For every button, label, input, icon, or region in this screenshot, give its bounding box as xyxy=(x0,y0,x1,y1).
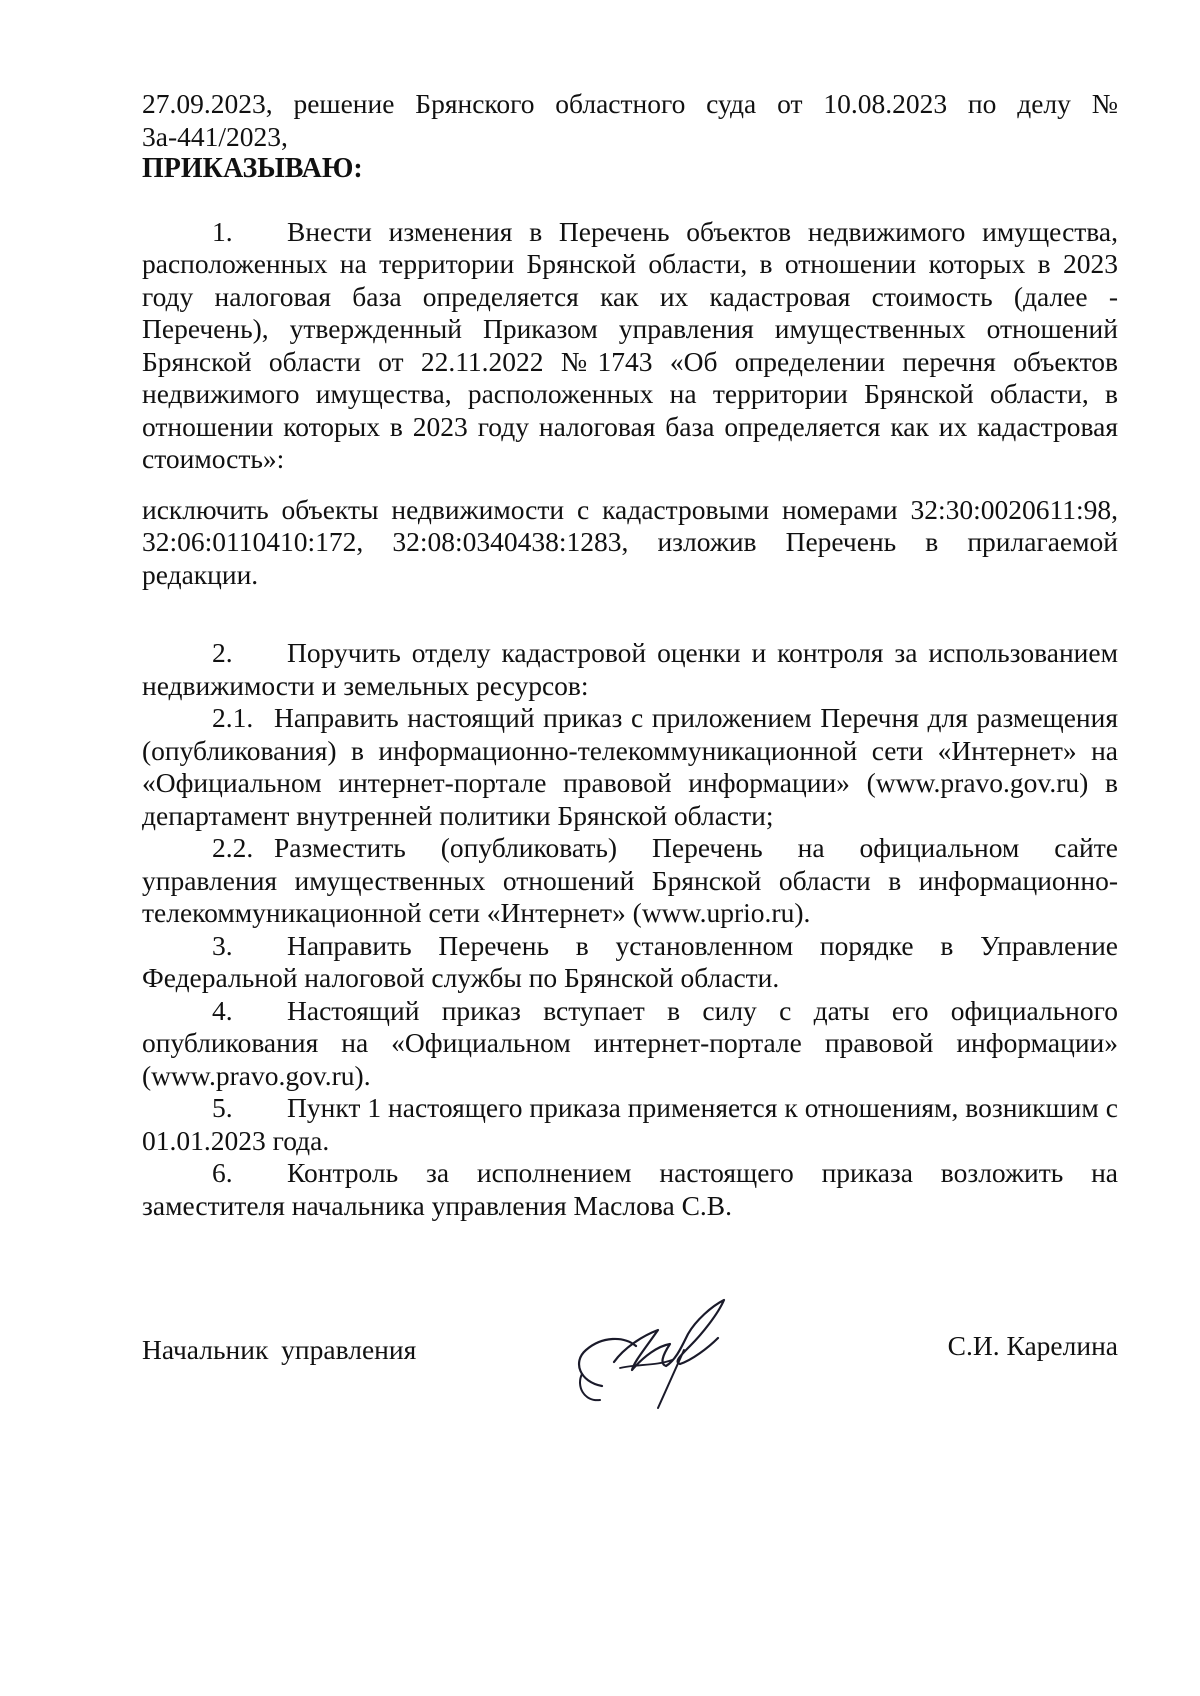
item-text: Внести изменения в Перечень объектов недвижимого имущества, расположенных на территории Брянской области, в отношении которых в 2023 году налоговая база определяется как их кадастровая стоимость (далее - Перечень), утвержденный Приказом управления имущественных отношений Брянской области от 22.11.2022 №1743 «Об определении перечня объектов недвижимого имущества, расположенных на территории Брянской области, в отношении которых в 2023 году налоговая база определяется как их кадастровая стоимость»: xyxy=(142,215,1118,474)
item-number: 6. xyxy=(212,1157,233,1188)
item-1 xyxy=(142,216,1118,476)
item-number: 2.2. xyxy=(212,832,254,863)
item-text: Разместить (опубликовать) Перечень на официальном сайте управления имущественных отношений Брянской области в информационно-телекоммуникационной сети «Интернет» (www.uprio.ru). xyxy=(142,832,1118,928)
item-1-clause: исключить объекты недвижимости с кадастровыми номерами 32:30:0020611:98, 32:06:0110410:172, 32:08:0340438:1283, изложив Перечень в прилагаемой редакции. xyxy=(142,493,1118,590)
signatory-role: Начальник управления xyxy=(142,1334,417,1365)
signature-block xyxy=(142,1320,1118,1460)
item-number: 3. xyxy=(212,929,233,961)
item-3 xyxy=(142,930,1118,995)
item-number: 2.1. xyxy=(212,702,254,733)
item-2-1 xyxy=(142,702,1118,832)
document-body xyxy=(142,88,1118,1222)
item-text: Настоящий приказ вступает в силу с даты его официального опубликования на «Официальном интернет-портале правовой информации» (www.pravo.gov.ru). xyxy=(142,994,1118,1091)
item-number: 2. xyxy=(212,637,233,668)
item-2-2 xyxy=(142,832,1118,930)
item-text: Поручить отделу кадастровой оценки и контроля за использованием недвижимости и земельных ресурсов: xyxy=(142,637,1118,701)
item-6 xyxy=(142,1157,1118,1222)
item-4 xyxy=(142,995,1118,1093)
item-number: 5. xyxy=(212,1092,233,1123)
item-text: Контроль за исполнением настоящего приказа возложить на заместителя начальника управления Маслова С.В. xyxy=(142,1157,1118,1221)
handwritten-signature xyxy=(562,1290,752,1420)
item-5 xyxy=(142,1092,1118,1157)
item-number: 1. xyxy=(212,215,233,247)
intro-line: 27.09.2023, решение Брянского областного суда от 10.08.2023 по делу № 3а-441/2023, xyxy=(142,88,1118,152)
item-text: Направить Перечень в установленном порядке в Управление Федеральной налоговой службы по Брянской области. xyxy=(142,929,1118,993)
item-text: Пункт 1 настоящего приказа применяется к отношениям, возникшим с 01.01.2023 года. xyxy=(142,1092,1118,1156)
item-2 xyxy=(142,637,1118,702)
item-text: Направить настоящий приказ с приложением Перечня для размещения (опубликования) в информационно-телекоммуникационной сети «Интернет» на «Официальном интернет-портале правовой информации» (www.pravo.gov.ru) в департамент внутренней политики Брянской области; xyxy=(142,702,1118,831)
signatory-name: С.И. Карелина xyxy=(947,1330,1118,1361)
item-number: 4. xyxy=(212,994,233,1026)
order-heading: ПРИКАЗЫВАЮ: xyxy=(142,153,363,184)
